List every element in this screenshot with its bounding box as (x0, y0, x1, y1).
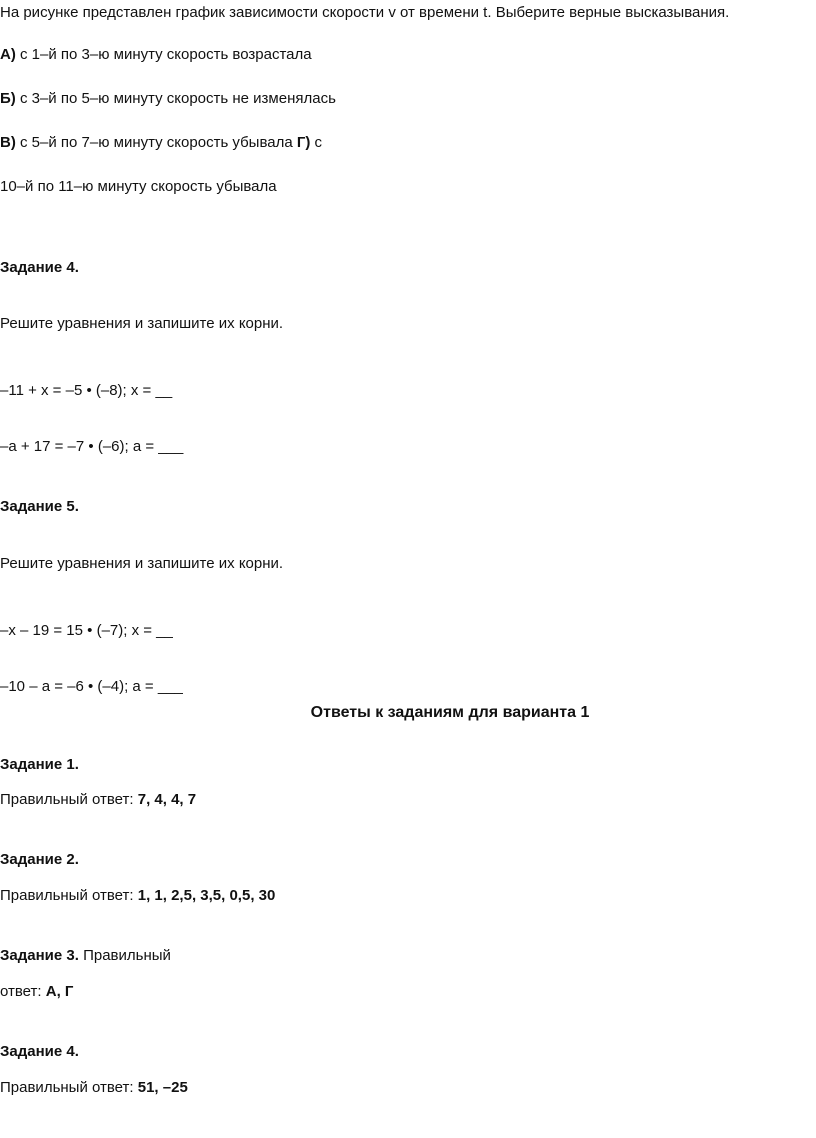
task4-instruction: Решите уравнения и запишите их корни. (0, 315, 284, 332)
task5-equation-2: –10 – a = –6 • (–4); a = ___ (0, 678, 183, 695)
answer4 (0, 1079, 188, 1097)
option-g-text: с (310, 134, 323, 151)
option-v (0, 134, 322, 152)
answer3-value: А, Г (45, 983, 74, 1000)
answer2-label: Правильный ответ: (0, 887, 138, 904)
task4-equation-2: –a + 17 = –7 • (–6); a = ___ (0, 438, 184, 455)
answer3-line (0, 947, 171, 965)
task4-equation-1: –11 + x = –5 • (–8); x = __ (0, 382, 173, 399)
answer2 (0, 887, 275, 905)
option-b-letter: Б) (0, 90, 16, 107)
answer4-label: Правильный ответ: (0, 1079, 138, 1096)
option-a-text: с 1–й по 3–ю минуту скорость возрастала (15, 46, 312, 63)
answer1-value: 7, 4, 4, 7 (137, 791, 197, 808)
answer3 (0, 983, 73, 1001)
answer1-label: Правильный ответ: (0, 791, 138, 808)
answer4-title: Задание 4. (0, 1043, 79, 1060)
option-v-letter: В) (0, 134, 16, 151)
option-a-letter: А) (0, 46, 16, 63)
answer3-label: Правильный (78, 947, 171, 964)
answer3-label-cont: ответ: (0, 983, 46, 1000)
task5-equation-1: –x – 19 = 15 • (–7); x = __ (0, 622, 173, 639)
option-g-letter: Г) (296, 134, 311, 151)
task5-title: Задание 5. (0, 498, 79, 515)
answer2-value: 1, 1, 2,5, 3,5, 0,5, 30 (137, 887, 276, 904)
task5-instruction: Решите уравнения и запишите их корни. (0, 555, 284, 572)
answer1 (0, 791, 196, 809)
answer2-title: Задание 2. (0, 851, 79, 868)
option-g-continuation: 10–й по 11–ю минуту скорость убывала (0, 178, 277, 195)
intro-text: На рисунке представлен график зависимости скорости v от времени t. Выберите верные высказывания. (0, 4, 730, 21)
answer3-title: Задание 3. (0, 947, 79, 964)
answers-heading: Ответы к заданиям для варианта 1 (310, 704, 590, 721)
answer1-title: Задание 1. (0, 756, 79, 773)
option-v-text: с 5–й по 7–ю минуту скорость убывала (15, 134, 297, 151)
option-a (0, 46, 312, 64)
option-b-text: с 3–й по 5–ю минуту скорость не изменялась (15, 90, 336, 107)
answer4-value: 51, –25 (137, 1079, 188, 1096)
option-b (0, 90, 336, 108)
task4-title: Задание 4. (0, 259, 79, 276)
